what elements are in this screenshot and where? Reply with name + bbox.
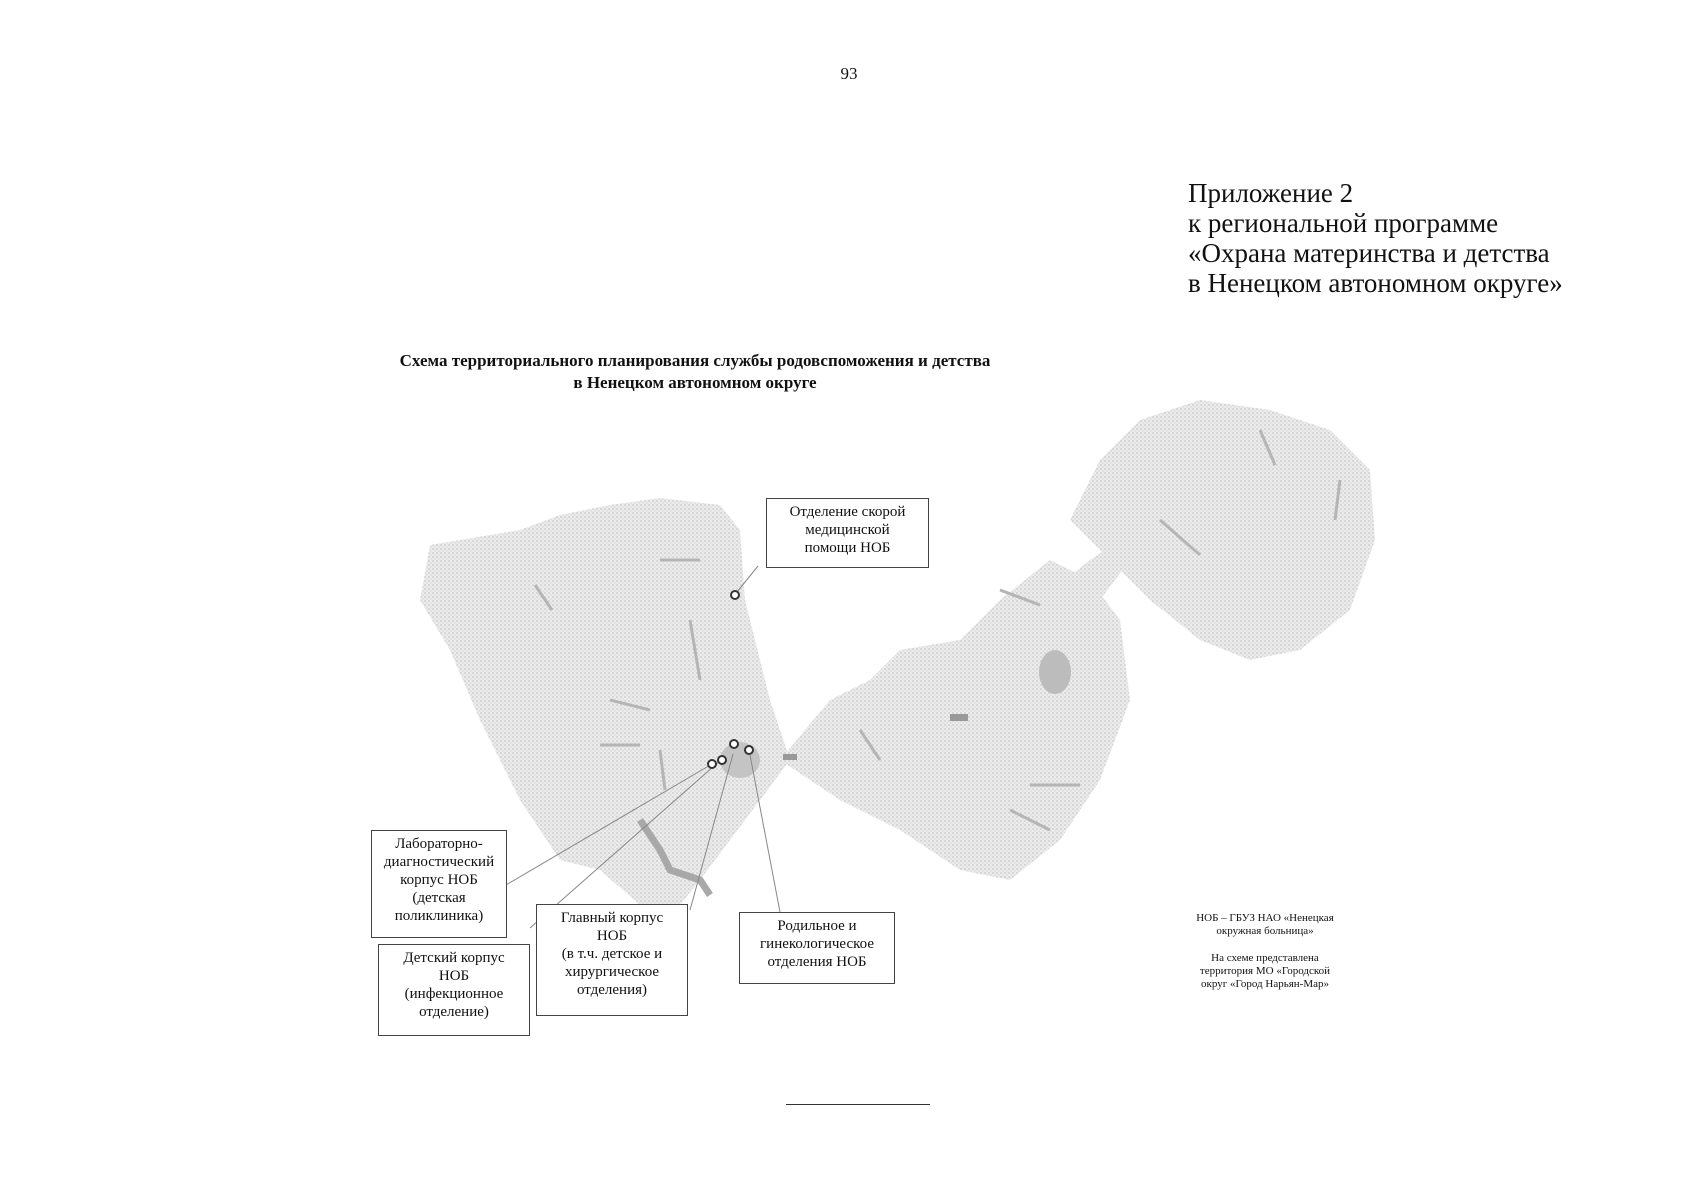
appendix-line: «Охрана материнства и детства [1188, 238, 1550, 268]
map-label-mark [783, 754, 797, 760]
footer-rule [786, 1104, 930, 1105]
map-note [1165, 912, 1365, 991]
marker-maternity [745, 746, 753, 754]
appendix-line: в Ненецком автономном округе» [1188, 268, 1563, 298]
callout-line: отделение) [419, 1004, 489, 1020]
map-title-line: Схема территориального планирования службы родовспоможения и детства [399, 351, 991, 370]
callout-line: диагностический [383, 854, 495, 870]
map-label-mark [950, 714, 968, 721]
callout-line: помощи НОБ [804, 540, 891, 556]
callout-line: (в т.ч. детское и [561, 946, 663, 962]
callout-line: хирургическое [564, 964, 660, 980]
callout-main [536, 904, 688, 1016]
callout-children [378, 944, 530, 1036]
note-line: округ «Город Нарьян-Мар» [1201, 978, 1329, 990]
callout-line: Отделение скорой [789, 504, 906, 520]
callout-line: Лабораторно- [395, 836, 483, 852]
callout-line: НОБ [596, 928, 628, 944]
map-dark-patch [1039, 650, 1071, 694]
callout-lab [371, 830, 507, 938]
map-title-line: в Ненецком автономном округе [573, 373, 817, 392]
callout-line: гинекологическое [760, 936, 874, 952]
callout-maternity [739, 912, 895, 984]
page-number: 93 [840, 64, 858, 83]
marker-ambulance [731, 591, 739, 599]
callout-ambulance [766, 498, 929, 568]
callout-line: отделения НОБ [767, 954, 867, 970]
callout-line: НОБ [438, 968, 470, 984]
marker-lab [708, 760, 716, 768]
note-gap [1165, 938, 1365, 952]
note-line: окружная больница» [1216, 925, 1314, 937]
marker-children [718, 756, 726, 764]
callout-line: Главный корпус [560, 910, 664, 926]
callout-line: отделения) [576, 982, 648, 998]
callout-line: медицинской [805, 522, 890, 538]
callout-line: Родильное и [777, 918, 857, 934]
marker-main [730, 740, 738, 748]
note-line: НОБ – ГБУЗ НАО «Ненецкая [1196, 912, 1334, 924]
appendix-line: Приложение 2 [1188, 178, 1354, 208]
callout-line: поликлиника) [394, 908, 484, 924]
callout-line: корпус НОБ [400, 872, 478, 888]
note-line: На схеме представлена [1211, 952, 1319, 964]
callout-line: (детская [412, 890, 466, 906]
callout-line: Детский корпус [403, 950, 505, 966]
callout-line: (инфекционное [404, 986, 504, 1002]
note-line: территория МО «Городской [1199, 965, 1331, 977]
appendix-line: к региональной программе [1188, 208, 1499, 238]
